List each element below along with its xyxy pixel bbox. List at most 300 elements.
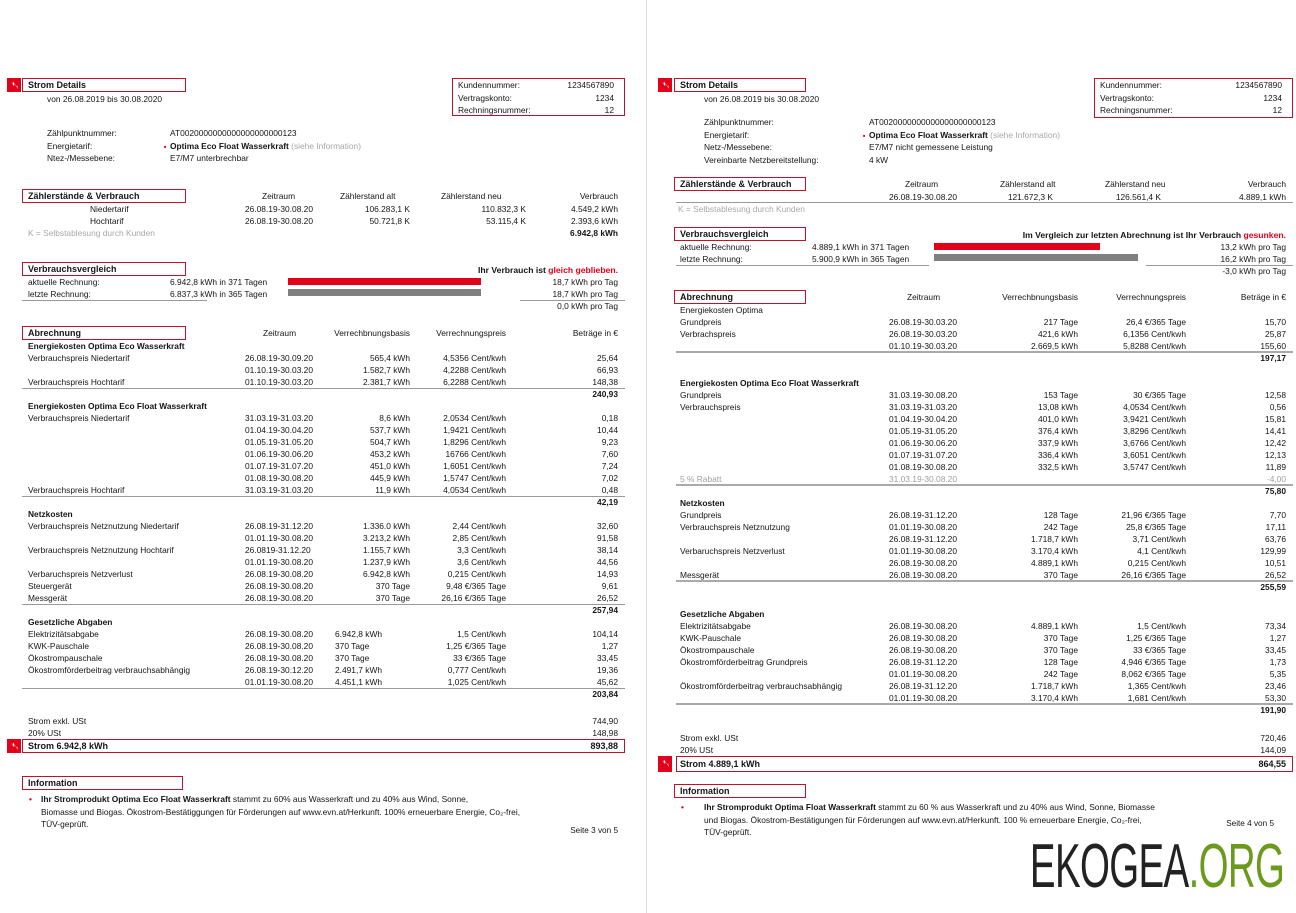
billing-row: [0, 472, 645, 484]
lightning-logo-icon: [658, 756, 672, 772]
information-text: TÜV-geprüft.: [704, 827, 752, 837]
item-label: Messgerät: [680, 570, 720, 580]
totals-label: 20% USt: [28, 728, 62, 738]
billing-row: [650, 449, 1296, 461]
amount-cell: 12,42: [1265, 438, 1286, 448]
item-label: Grundpreis: [680, 317, 722, 327]
billing-row: [0, 424, 645, 436]
section-title: Verbrauchsvergleich: [674, 227, 806, 241]
totals-value: 148,98: [592, 728, 618, 738]
verdict-highlight: gleich geblieben.: [548, 265, 618, 275]
period-cell: 31.03.19-31.03.20: [245, 485, 313, 495]
old-reading-cell: 106.283,1 K: [364, 204, 410, 214]
information-line: [0, 793, 645, 806]
price-cell: 3,6766 Cent/kwh: [1123, 438, 1186, 448]
billing-row: [0, 448, 645, 460]
billing-row: [650, 521, 1296, 533]
period-cell: 01.10.19-30.03.20: [245, 377, 313, 387]
comparison-row: [0, 276, 645, 288]
group-subtotal: 42,19: [597, 497, 618, 507]
basis-cell: 128 Tage: [1043, 657, 1078, 667]
detail-value-group: [164, 140, 361, 153]
comparison-value: 6.837,3 kWh in 365 Tagen: [170, 289, 268, 299]
column-header-price: Verrechnungspreis: [1116, 292, 1186, 302]
billing-row: [0, 412, 645, 424]
basis-cell: 1.718,7 kWh: [1030, 534, 1078, 544]
price-cell: 33 €/365 Tage: [1133, 645, 1186, 655]
period-cell: 01.01.19-30.08.20: [889, 669, 957, 679]
comparison-label: letzte Rechnung:: [680, 254, 743, 264]
previous-consumption-bar: [288, 289, 481, 296]
period-cell: 26.08.19-30.08.20: [245, 653, 313, 663]
period-cell: 01.04.19-30.04.20: [245, 425, 313, 435]
period-cell: 01.08.19-30.08.20: [245, 473, 313, 483]
information-line: [0, 818, 645, 831]
period-cell: 26.08.19-30.08.20: [245, 216, 313, 226]
group-subtotal: 197,17: [1260, 353, 1286, 363]
item-label: Verbrauchspreis Niedertarif: [28, 413, 130, 423]
price-cell: 4,2288 Cent/kwh: [443, 365, 506, 375]
detail-row: [650, 141, 1296, 154]
account-row: [1100, 79, 1287, 92]
basis-cell: 504,7 kWh: [369, 437, 410, 447]
basis-cell: 2.669,5 kWh: [1030, 341, 1078, 351]
per-day-value: 13,2 kWh pro Tag: [1220, 242, 1286, 252]
basis-cell: 421,6 kWh: [1037, 329, 1078, 339]
price-cell: 0,215 Cent/kwh: [447, 569, 506, 579]
period-cell: 31.03.19-31.03.20: [245, 413, 313, 423]
basis-cell: 370 Tage: [375, 581, 410, 591]
price-cell: 3,6051 Cent/kwh: [1123, 450, 1186, 460]
item-label: Verbrauchspreis Hochtarif: [28, 485, 125, 495]
item-label: Verbrachspreis: [680, 329, 736, 339]
group-title-row: [650, 304, 1296, 316]
period-cell: 26.08.19-30.08.20: [245, 581, 313, 591]
grand-total-value: 864,55: [1258, 759, 1286, 769]
account-value: 1234567890: [1235, 80, 1282, 90]
amount-cell: 12,58: [1265, 390, 1286, 400]
see-information-note: (siehe Information): [291, 140, 361, 151]
item-label: Grundpreis: [680, 510, 722, 520]
group-title: Energiekosten Optima: [680, 305, 763, 315]
meter-readings-section: [650, 177, 1296, 215]
bullet-icon: •: [681, 802, 684, 812]
billing-group: [0, 400, 645, 508]
information-section: [650, 784, 1296, 839]
price-cell: 3,8296 Cent/kwh: [1123, 426, 1186, 436]
grand-total-frame: [22, 739, 625, 753]
amount-cell: 19,36: [597, 665, 618, 675]
amount-cell: 11,89: [1265, 462, 1286, 472]
billing-row: [650, 644, 1296, 656]
group-title: Energiekosten Optima Eco Float Wasserkraft: [680, 378, 859, 388]
item-label: KWK-Pauschale: [28, 641, 89, 651]
period-cell: 26.0819-31.12.20: [245, 545, 311, 555]
comparison-verdict: [1023, 228, 1286, 242]
billing-header-row: [0, 326, 645, 340]
detail-row: [650, 129, 1296, 142]
amount-cell: 7,60: [601, 449, 618, 459]
amount-cell: 32,60: [597, 521, 618, 531]
item-label: Verbrauchspreis Hochtarif: [28, 377, 125, 387]
period-cell: 26.08.19-31.12.20: [889, 657, 957, 667]
amount-cell: 0,18: [601, 413, 618, 423]
meter-row: [0, 203, 645, 215]
information-section: [0, 776, 645, 831]
detail-row: [0, 152, 645, 165]
basis-cell: 1.155,7 kWh: [362, 545, 410, 555]
usage-cell: 4.889,1 kWh: [1238, 192, 1286, 202]
column-header-usage: Verbrauch: [1247, 179, 1286, 189]
detail-value-group: [869, 141, 993, 154]
usage-cell: 2.393,6 kWh: [570, 216, 618, 226]
period-cell: 31.03.19-30.08.20: [889, 390, 957, 400]
account-value: 1234: [595, 92, 614, 103]
amount-cell: 10,51: [1265, 558, 1286, 568]
watermark-tld: .ORG: [1188, 832, 1284, 901]
amount-cell: 26,52: [597, 593, 618, 603]
amount-cell: 148,38: [592, 377, 618, 387]
section-title: Strom Details: [674, 78, 806, 92]
billing-row: [0, 652, 645, 664]
basis-cell: 8,6 kWh: [379, 413, 410, 423]
column-header-period: Zeitraum: [262, 191, 296, 201]
basis-cell: 4.889,1 kWh: [1030, 621, 1078, 631]
column-header-period: Zeitraum: [263, 328, 297, 338]
amount-cell: 0,48: [601, 485, 618, 495]
basis-cell: 2.491,7 kWh: [335, 665, 383, 675]
amount-cell: 14,41: [1265, 426, 1286, 436]
account-row: [458, 104, 619, 117]
item-label: Ökostromförderbeitrag verbrauchsabhängig: [680, 681, 843, 691]
period-cell: 26.08.19-30.08.20: [889, 192, 957, 202]
lightning-logo-icon: [7, 739, 21, 753]
group-title-row: [650, 377, 1296, 389]
billing-period: von 26.08.2019 bis 30.08.2020: [47, 94, 163, 104]
per-day-value: 18,7 kWh pro Tag: [552, 289, 618, 299]
price-cell: 4,946 €/365 Tage: [1121, 657, 1186, 667]
comparison-row: [0, 288, 645, 300]
period-cell: 26.08.19-30.08.20: [245, 593, 313, 603]
basis-cell: 565,4 kWh: [369, 353, 410, 363]
billing-row: [650, 545, 1296, 557]
basis-cell: 370 Tage: [1043, 633, 1078, 643]
billing-row: [0, 460, 645, 472]
group-title: Energiekosten Optima Eco Wasserkraft: [28, 341, 185, 351]
period-cell: 01.10.19-30.03.20: [245, 365, 313, 375]
billing-row: [0, 352, 645, 364]
old-reading-cell: 50.721,8 K: [369, 216, 410, 226]
section-title: Abrechnung: [22, 326, 186, 340]
amount-cell: 26,52: [1265, 570, 1286, 580]
detail-value-group: [869, 116, 996, 129]
comparison-row: [650, 241, 1296, 253]
group-subtotal-row: [0, 688, 645, 700]
new-reading-cell: 110.832,3 K: [481, 204, 526, 214]
group-title-row: [0, 400, 645, 412]
watermark-logo: [1029, 832, 1284, 901]
usage-total: 6.942,8 kWh: [570, 228, 618, 238]
amount-cell: 129,99: [1260, 546, 1286, 556]
billing-row: [650, 401, 1296, 413]
billing-row: [650, 632, 1296, 644]
basis-cell: 332,5 kWh: [1037, 462, 1078, 472]
account-value: 1234: [1263, 92, 1282, 103]
account-info-box: [1094, 78, 1293, 118]
period-cell: 01.10.19-30.03.20: [889, 341, 957, 351]
page-1: [0, 0, 645, 913]
amount-cell: 1,27: [1269, 633, 1286, 643]
group-title-row: [0, 508, 645, 520]
totals-row: [650, 744, 1296, 756]
amount-cell: 7,24: [601, 461, 618, 471]
information-line: [650, 801, 1296, 814]
information-text: und Biogas. Ökostrom-Bestätigungen für Förderungen auf www.evn.at/Herkunft. 100 % erneuerbare Energie, Co₂-frei,: [704, 814, 1142, 825]
column-header-basis: Verrechbnungsbasis: [1002, 292, 1078, 302]
price-cell: 6,2288 Cent/kwh: [443, 377, 506, 387]
group-title: Gesetzliche Abgaben: [28, 617, 113, 627]
billing-row: [0, 544, 645, 556]
price-cell: 1,365 Cent/kwh: [1127, 681, 1186, 691]
group-subtotal-row: [0, 388, 645, 400]
item-label: Verbrauchspreis Netznutzung: [680, 522, 790, 532]
account-row: [1100, 104, 1287, 117]
grand-total-label: Strom 4.889,1 kWh: [680, 759, 761, 769]
detail-value: E7/M7 nicht gemessene Leistung: [869, 142, 993, 152]
price-cell: 4,1 Cent/kwh: [1137, 546, 1186, 556]
price-cell: 25,8 €/365 Tage: [1126, 522, 1186, 532]
billing-row: [650, 413, 1296, 425]
period-cell: 31.03.19-30.08.20: [889, 474, 957, 484]
amount-cell: 63,76: [1265, 534, 1286, 544]
item-label: Verbrauchspreis Netznutzung Hochtarif: [28, 545, 174, 555]
amount-cell: 73,34: [1265, 621, 1286, 631]
detail-value: AT0020000000000000000000123: [170, 128, 297, 138]
information-text: stammt zu 60% aus Wasserkraft und zu 40% aus Wind, Sonne,: [230, 794, 469, 804]
account-value: 1234567890: [567, 80, 614, 90]
billing-section: [0, 326, 645, 700]
basis-cell: 453,2 kWh: [369, 449, 410, 459]
tariff-label: Hochtarif: [90, 216, 124, 226]
column-header-old: Zählerstand alt: [1000, 179, 1056, 189]
basis-cell: 6.942,8 kWh: [335, 629, 383, 639]
grand-total-box: [0, 739, 645, 753]
amount-cell: 7,70: [1269, 510, 1286, 520]
self-reading-note: K = Selbstablesung durch Kunden: [678, 204, 805, 214]
section-title: Information: [674, 784, 806, 798]
price-cell: 1,6051 Cent/kwh: [443, 461, 506, 471]
billing-row: [0, 568, 645, 580]
item-label: Verbaruchspreis Netzverlust: [680, 546, 785, 556]
new-reading-cell: 53.115,4 K: [486, 216, 526, 226]
billing-row: [0, 556, 645, 568]
period-cell: 26.08.19-30.08.20: [245, 641, 313, 651]
group-title-row: [650, 608, 1296, 620]
period-cell: 26.08.19-30.08.20: [889, 621, 957, 631]
group-subtotal-row: [650, 485, 1296, 497]
price-cell: 1,9421 Cent/kwh: [443, 425, 506, 435]
tariff-label: Niedertarif: [90, 204, 129, 214]
period-cell: 26.08.19-30.08.20: [889, 645, 957, 655]
period-cell: 26.08.19-30.08.20: [889, 633, 957, 643]
totals-label: 20% USt: [680, 745, 714, 755]
item-label: 5 % Rabatt: [680, 474, 722, 484]
current-consumption-bar: [934, 243, 1100, 250]
period-cell: 01.01.19-30.08.20: [245, 533, 313, 543]
usage-cell: 4.549,2 kWh: [570, 204, 618, 214]
group-subtotal-row: [0, 496, 645, 508]
basis-cell: 242 Tage: [1043, 522, 1078, 532]
basis-cell: 2.381,7 kWh: [362, 377, 410, 387]
account-row: [458, 79, 619, 92]
billing-row: [650, 389, 1296, 401]
price-cell: 33 €/365 Tage: [453, 653, 506, 663]
meter-row: [0, 215, 645, 227]
item-label: Verbrauchspreis: [680, 402, 741, 412]
detail-value: Optima Eco Float Wasserkraft: [170, 140, 289, 151]
price-cell: 9,48 €/365 Tage: [446, 581, 506, 591]
group-subtotal: 240,93: [592, 389, 618, 399]
group-title-row: [0, 616, 645, 628]
basis-cell: 337,9 kWh: [1037, 438, 1078, 448]
billing-row: [0, 364, 645, 376]
bullet-icon: ■: [164, 143, 167, 149]
billing-row: [0, 376, 645, 388]
item-label: Elektrizitätsabgabe: [680, 621, 751, 631]
basis-cell: 1.582,7 kWh: [362, 365, 410, 375]
meter-header-row: [0, 189, 645, 203]
page-number: Seite 4 von 5: [1226, 819, 1274, 828]
group-title: Energiekosten Optima Eco Float Wasserkraft: [28, 401, 207, 411]
account-value: 12: [604, 105, 614, 115]
period-cell: 01.04.19-30.04.20: [889, 414, 957, 424]
account-value: 12: [1272, 105, 1282, 115]
totals-value: 144,09: [1260, 745, 1286, 755]
price-cell: 3,71 Cent/kwh: [1132, 534, 1186, 544]
meter-readings-section: [0, 189, 645, 239]
price-cell: 3,5747 Cent/kwh: [1123, 462, 1186, 472]
comparison-label: letzte Rechnung:: [28, 289, 91, 299]
detail-label: Zählpunktnummer:: [47, 128, 117, 138]
basis-cell: 217 Tage: [1043, 317, 1078, 327]
group-subtotal: 191,90: [1260, 705, 1286, 715]
billing-row: [0, 676, 645, 688]
amount-cell: 9,61: [601, 581, 618, 591]
contract-details: [0, 127, 645, 165]
section-title: Verbrauchsvergleich: [22, 262, 186, 276]
basis-cell: 370 Tage: [1043, 570, 1078, 580]
basis-cell: 1.336.0 kWh: [362, 521, 410, 531]
column-header-usage: Verbrauch: [579, 191, 618, 201]
grand-total-frame: [676, 756, 1293, 772]
watermark-main: EKOGEA: [1029, 832, 1189, 901]
billing-row: [0, 580, 645, 592]
current-consumption-bar: [288, 278, 481, 285]
basis-cell: 3.170,4 kWh: [1030, 693, 1078, 703]
amount-cell: 15,70: [1265, 317, 1286, 327]
amount-cell: 0,56: [1269, 402, 1286, 412]
detail-row: [650, 116, 1296, 129]
comparison-verdict: [478, 263, 618, 277]
amount-cell: 33,45: [597, 653, 618, 663]
column-header-period: Zeitraum: [905, 179, 939, 189]
product-name: Ihr Stromprodukt Optima Float Wasserkraft: [704, 802, 876, 812]
amount-cell: 12,13: [1265, 450, 1286, 460]
billing-row: [650, 557, 1296, 569]
lightning-logo-icon: [658, 78, 672, 92]
group-subtotal-row: [650, 352, 1296, 364]
comparison-header-row: [650, 227, 1296, 241]
bullet-icon: •: [29, 794, 32, 804]
amount-cell: 66,93: [597, 365, 618, 375]
billing-row: [650, 425, 1296, 437]
bullet-icon: ■: [863, 132, 866, 138]
billing-row: [0, 628, 645, 640]
amount-cell: 15,81: [1265, 414, 1286, 424]
basis-cell: 4.889,1 kWh: [1030, 558, 1078, 568]
account-label: Vertragskonto:: [1100, 92, 1155, 103]
information-text: TÜV-geprüft.: [41, 819, 89, 829]
price-cell: 1,025 Cent/kwh: [447, 677, 506, 687]
page-divider: [646, 0, 647, 913]
amount-cell: 45,62: [597, 677, 618, 687]
billing-row: [650, 328, 1296, 340]
section-title: Strom Details: [22, 78, 186, 92]
period-cell: 26.08.19-30.08.20: [245, 629, 313, 639]
item-label: Steuergerät: [28, 581, 72, 591]
comparison-label: aktuelle Rechnung:: [28, 277, 100, 287]
account-label: Vertragskonto:: [458, 92, 513, 103]
period-cell: 26.08.19-30.08.20: [889, 570, 957, 580]
price-cell: 2,44 Cent/kwh: [452, 521, 506, 531]
amount-cell: 44,56: [597, 557, 618, 567]
item-label: KWK-Pauschale: [680, 633, 741, 643]
price-cell: 1,8296 Cent/kwh: [443, 437, 506, 447]
meter-row: [676, 191, 1293, 203]
period-cell: 26.08.19-30.08.20: [245, 204, 313, 214]
billing-row: [650, 680, 1296, 692]
basis-cell: 6.942,8 kWh: [362, 569, 410, 579]
group-title: Netzkosten: [680, 498, 725, 508]
totals-row: [0, 727, 645, 739]
billing-group: [650, 304, 1296, 364]
price-cell: 1,681 Cent/kwh: [1127, 693, 1186, 703]
grand-total-label: Strom 6.942,8 kWh: [28, 741, 109, 751]
detail-row: [0, 127, 645, 140]
billing-row: [650, 437, 1296, 449]
amount-cell: 25,87: [1265, 329, 1286, 339]
amount-cell: 5,35: [1269, 669, 1286, 679]
price-cell: 30 €/365 Tage: [1133, 390, 1186, 400]
detail-value-group: [869, 154, 888, 167]
period-cell: 31.03.19-31.03.20: [889, 402, 957, 412]
period-cell: 01.07.19-31.07.20: [889, 450, 957, 460]
old-reading-cell: 121.672,3 K: [1007, 192, 1053, 202]
comparison-difference-row: [0, 300, 645, 312]
contract-details: [650, 116, 1296, 166]
account-info-box: [452, 78, 625, 116]
item-label: Ökostromförderbeitrag Grundpreis: [680, 657, 808, 667]
section-title: Abrechnung: [674, 290, 806, 304]
billing-row: [650, 509, 1296, 521]
totals-row: [0, 715, 645, 727]
basis-cell: 11,9 kWh: [375, 485, 410, 495]
comparison-row: [650, 253, 1296, 265]
period-cell: 01.01.19-30.08.20: [889, 693, 957, 703]
basis-cell: 3.213,2 kWh: [362, 533, 410, 543]
price-cell: 1,5 Cent/kwh: [1137, 621, 1186, 631]
amount-cell: 1,73: [1269, 657, 1286, 667]
